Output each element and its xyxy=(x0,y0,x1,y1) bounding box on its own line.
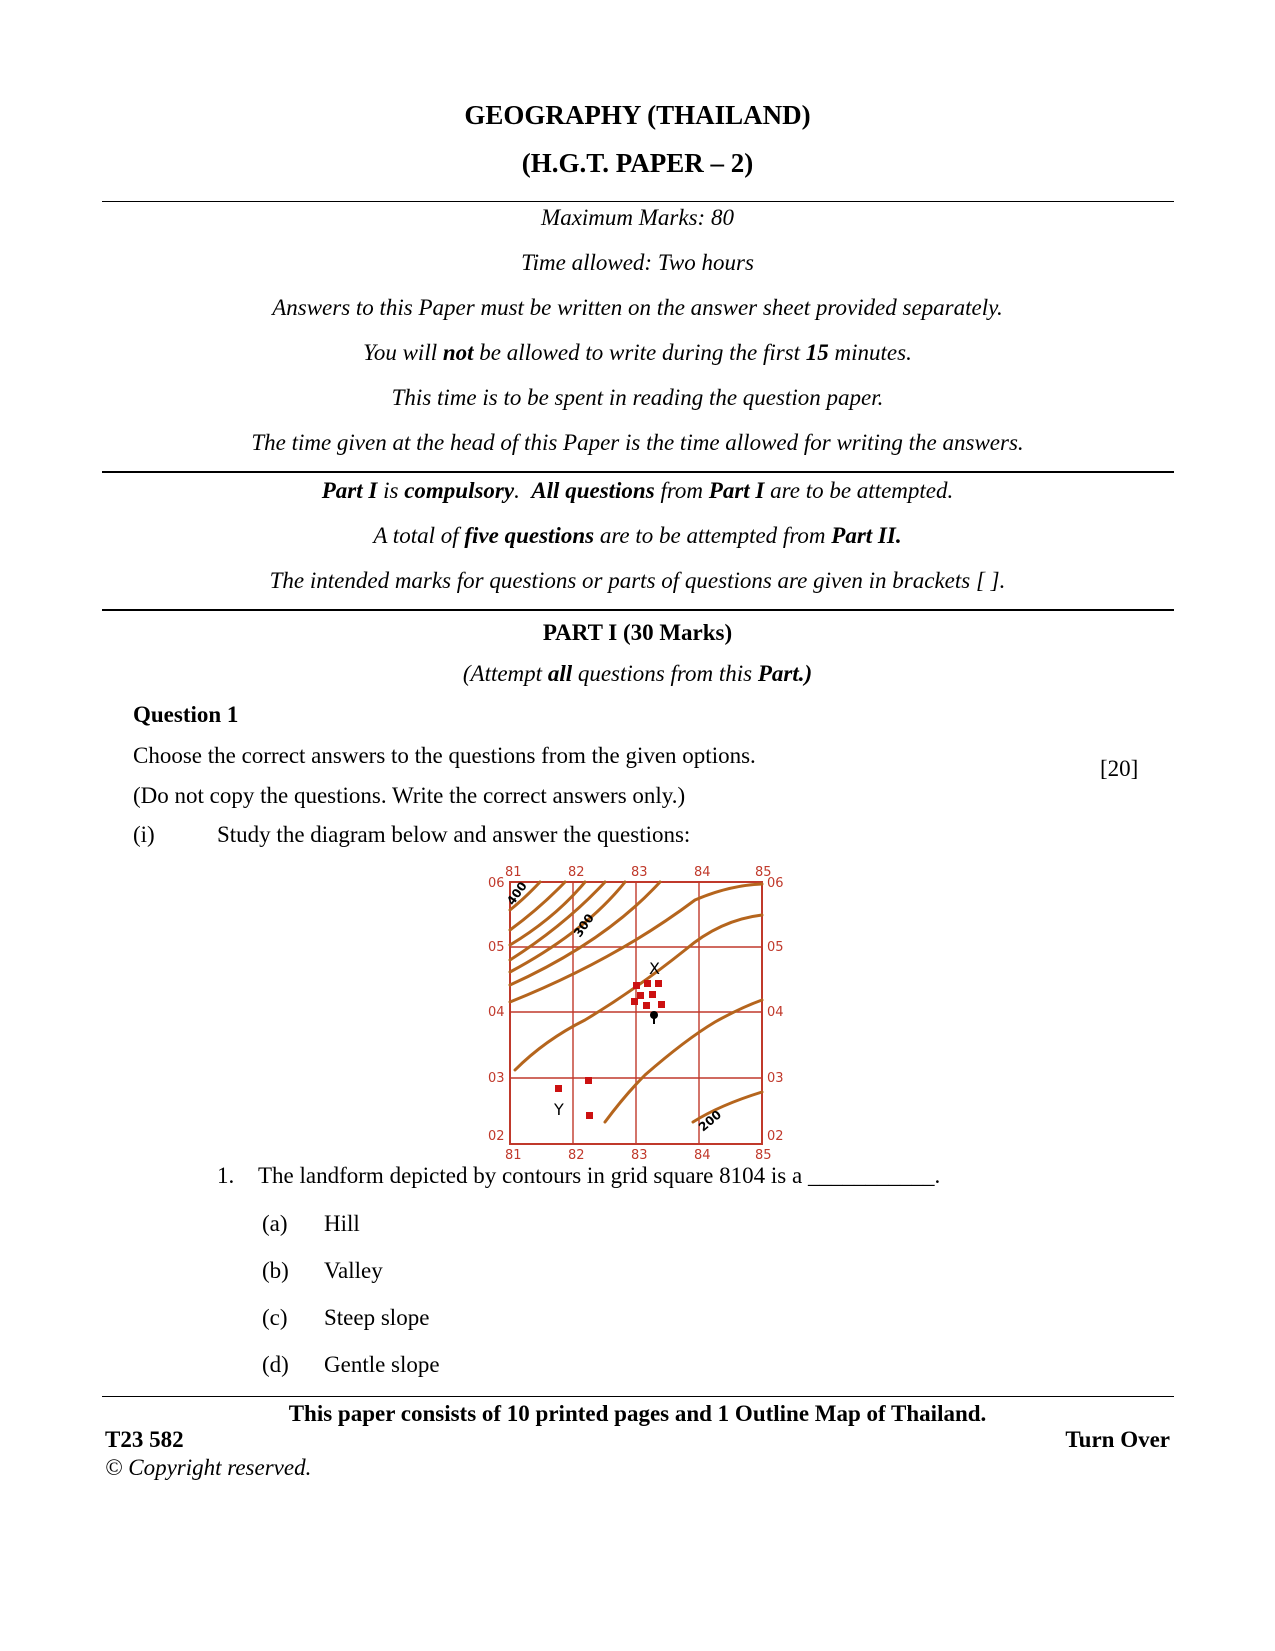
text-fragment-bold: compulsory xyxy=(404,478,515,503)
hut-symbol xyxy=(658,1001,665,1008)
marks-bracket-note: The intended marks for questions or parts of questions are given in brackets [ ]. xyxy=(269,568,1006,593)
northing-label: 02 xyxy=(488,1129,505,1144)
easting-label: 81 xyxy=(505,865,522,880)
northing-label: 04 xyxy=(767,1005,784,1020)
hut-symbol xyxy=(631,998,638,1005)
text-fragment-bold: not xyxy=(442,340,474,365)
pages-note: This paper consists of 10 printed pages and 1 Outline Map of Thailand. xyxy=(288,1401,987,1426)
easting-label: 82 xyxy=(568,865,585,880)
paper-title: GEOGRAPHY (THAILAND) xyxy=(464,100,811,130)
subquestion-text: Study the diagram below and answer the questions: xyxy=(217,822,691,847)
answer-sheet-note: Answers to this Paper must be written on the answer sheet provided separately. xyxy=(272,295,1003,320)
text-fragment: is xyxy=(377,478,405,503)
northing-label: 03 xyxy=(767,1071,784,1086)
easting-label: 84 xyxy=(694,1148,711,1160)
northing-label: 02 xyxy=(767,1129,784,1144)
option-text: Valley xyxy=(324,1258,383,1283)
part1-subheading xyxy=(0,661,1275,687)
contour-value-label: 200 xyxy=(695,1107,725,1135)
part1-heading: PART I (30 Marks) xyxy=(542,620,733,645)
question-marks: [20] xyxy=(1100,756,1139,781)
text-fragment-bold: Part.) xyxy=(757,661,813,686)
paper-subtitle: (H.G.T. PAPER – 2) xyxy=(521,148,754,178)
option-text: Gentle slope xyxy=(324,1352,440,1377)
paper-code: T23 582 xyxy=(105,1427,184,1452)
option-label: (a) xyxy=(262,1211,288,1236)
easting-label: 85 xyxy=(755,865,772,880)
northing-label: 05 xyxy=(767,940,784,955)
northing-label: 04 xyxy=(488,1005,505,1020)
northing-label: 06 xyxy=(767,876,784,891)
hut-symbol xyxy=(649,991,656,998)
question-note: (Do not copy the questions. Write the correct answers only.) xyxy=(133,783,686,808)
reading-time-note xyxy=(0,340,1275,366)
text-fragment: from xyxy=(654,478,709,503)
point-label-y: Y xyxy=(554,1100,564,1119)
easting-label: 85 xyxy=(755,1148,772,1160)
max-marks: Maximum Marks: 80 xyxy=(541,205,734,230)
contour-map xyxy=(465,860,805,1160)
contour-line xyxy=(605,1000,762,1122)
option-label: (b) xyxy=(262,1258,289,1283)
text-fragment-bold: Part I xyxy=(321,478,378,503)
divider xyxy=(102,201,1174,202)
northing-label: 06 xyxy=(488,876,505,891)
part1-compulsory-note xyxy=(0,478,1275,504)
item-number: 1. xyxy=(217,1163,235,1188)
turn-over: Turn Over xyxy=(1065,1427,1170,1452)
northing-label: 03 xyxy=(488,1071,505,1086)
subquestion-label: (i) xyxy=(133,822,155,847)
divider xyxy=(102,471,1174,473)
option-label: (d) xyxy=(262,1352,289,1377)
northing-label: 05 xyxy=(488,940,505,955)
copyright: © Copyright reserved. xyxy=(105,1455,312,1480)
text-fragment-bold: Part II. xyxy=(831,523,902,548)
hut-symbol xyxy=(586,1112,593,1119)
option-text: Hill xyxy=(324,1211,360,1236)
hut-symbol xyxy=(555,1085,562,1092)
text-fragment: be allowed to write during the first xyxy=(473,340,806,365)
hut-symbol xyxy=(637,992,644,999)
part2-note xyxy=(0,523,1275,549)
item-text: The landform depicted by contours in grid square 8104 is a ___________. xyxy=(258,1163,941,1188)
option-text: Steep slope xyxy=(324,1305,430,1330)
hut-symbol xyxy=(644,980,651,987)
point-label-x: X xyxy=(649,959,660,978)
divider xyxy=(102,609,1174,611)
text-fragment-bold: All questions xyxy=(531,478,655,503)
text-fragment-bold: 15 xyxy=(805,340,829,365)
hut-symbol xyxy=(633,982,640,989)
text-fragment: (Attempt xyxy=(462,661,548,686)
easting-label: 82 xyxy=(568,1148,585,1160)
contour-value-label: 300 xyxy=(570,911,597,940)
text-fragment-bold: Part I xyxy=(708,478,765,503)
text-fragment: are to be attempted. xyxy=(764,478,954,503)
hut-symbol xyxy=(585,1077,592,1084)
black-point-symbol xyxy=(650,1011,658,1024)
hut-symbol xyxy=(643,1002,650,1009)
question-title: Question 1 xyxy=(133,702,239,727)
easting-label: 81 xyxy=(505,1148,522,1160)
settlement-symbols xyxy=(555,980,665,1119)
easting-label: 83 xyxy=(631,865,648,880)
time-head-note: The time given at the head of this Paper is the time allowed for writing the answers. xyxy=(251,430,1024,455)
text-fragment-bold: five questions xyxy=(464,523,595,548)
option-label: (c) xyxy=(262,1305,288,1330)
text-fragment: are to be attempted from xyxy=(594,523,832,548)
reading-time-purpose: This time is to be spent in reading the question paper. xyxy=(391,385,884,410)
text-fragment: You will xyxy=(363,340,443,365)
time-allowed: Time allowed: Two hours xyxy=(521,250,754,275)
easting-label: 83 xyxy=(631,1148,648,1160)
text-fragment-bold: all xyxy=(547,661,573,686)
easting-label: 84 xyxy=(694,865,711,880)
text-fragment: . xyxy=(514,478,532,503)
contour-value-labels xyxy=(504,879,724,1134)
contour-value-label: 400 xyxy=(503,879,530,908)
text-fragment: minutes. xyxy=(828,340,912,365)
text-fragment: questions from this xyxy=(572,661,758,686)
footer-divider xyxy=(102,1396,1174,1397)
text-fragment: A total of xyxy=(373,523,465,548)
hut-symbol xyxy=(655,980,662,987)
question-intro: Choose the correct answers to the questions from the given options. xyxy=(133,743,756,768)
